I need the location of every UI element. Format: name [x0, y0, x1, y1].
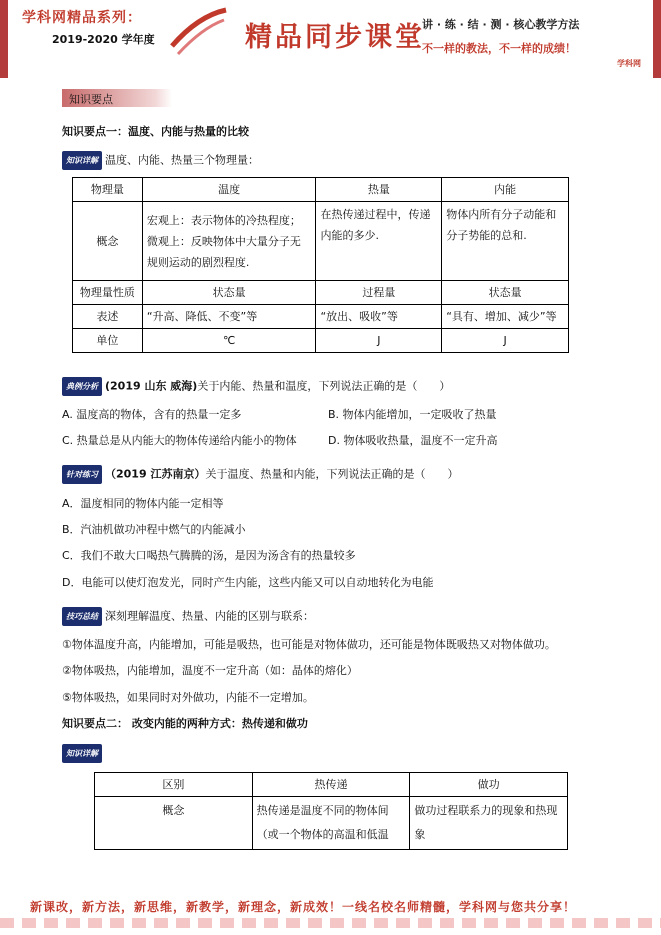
- table-cell: “放出、吸收”等: [316, 305, 442, 329]
- example-source: (2019 山东 威海): [105, 379, 198, 393]
- practice-option-a: A．温度相同的物体内能一定相等: [62, 497, 224, 510]
- table-header: 做功: [410, 773, 568, 797]
- table-cell: 热传递是温度不同的物体间（或一个物体的高温和低温: [252, 797, 410, 850]
- table-cell: J: [442, 329, 569, 353]
- table-cell: “升高、降低、不变”等: [142, 305, 316, 329]
- swoosh-decoration-icon: [168, 6, 228, 58]
- section-tag: [62, 89, 172, 107]
- table-cell: 物体内所有分子动能和分子势能的总和.: [442, 202, 569, 281]
- table-cell: 状态量: [142, 281, 316, 305]
- tips-intro: 深刻理解温度、热量、内能的区别与联系：: [105, 609, 314, 623]
- point1-heading: 知识要点一：温度、内能与热量的比较: [62, 125, 249, 138]
- table-cell: J: [316, 329, 442, 353]
- site-logo: 学科网: [617, 59, 641, 68]
- tips-item-2: ②物体吸热，内能增加，温度不一定升高（如：晶体的熔化）: [62, 664, 358, 677]
- table-cell: 单位: [73, 329, 143, 353]
- point2-badge-line: [62, 744, 105, 763]
- tips-intro-line: [62, 607, 314, 626]
- point1-badge: 知识详解: [62, 151, 102, 170]
- comparison-table: [72, 177, 569, 353]
- practice-badge: 针对练习: [62, 465, 102, 484]
- table-cell: 状态量: [442, 281, 569, 305]
- example-option-a: A. 温度高的物体，含有的热量一定多: [62, 408, 242, 421]
- table-header: 区别: [95, 773, 253, 797]
- table-header: 物理量: [73, 178, 143, 202]
- example-option-b: B. 物体内能增加，一定吸收了热量: [328, 408, 497, 421]
- table-cell: 概念: [73, 202, 143, 281]
- example-option-d: D. 物体吸收热量，温度不一定升高: [328, 434, 498, 447]
- point1-intro-line: [62, 151, 259, 170]
- header-slogan-methods: 讲 · 练 · 结 · 测 · 核心教学方法: [422, 18, 580, 31]
- table-cell: ℃: [142, 329, 316, 353]
- table-cell: 概念: [95, 797, 253, 850]
- tips-badge: 技巧总结: [62, 607, 102, 626]
- example-option-c: C. 热量总是从内能大的物体传递给内能小的物体: [62, 434, 297, 447]
- table-header: 内能: [442, 178, 569, 202]
- practice-question-line: [62, 465, 458, 484]
- table-cell: “具有、增加、减少”等: [442, 305, 569, 329]
- header-left-bar: [0, 0, 8, 78]
- footer-stripe: [0, 918, 661, 928]
- table-cell: 宏观上：表示物体的冷热程度；微观上：反映物体中大量分子无规则运动的剧烈程度.: [142, 202, 316, 281]
- header-title: 精品同步课堂: [245, 22, 425, 53]
- practice-option-d: D．电能可以使灯泡发光，同时产生内能，这些内能又可以自动地转化为电能: [62, 576, 434, 589]
- tips-item-3: ⑤物体吸热，如果同时对外做功，内能不一定增加。: [62, 691, 314, 704]
- example-question: 关于内能、热量和温度，下列说法正确的是（ ）: [197, 379, 451, 393]
- table-cell: 物理量性质: [73, 281, 143, 305]
- table-row: [95, 797, 568, 850]
- header-series: 学科网精品系列：: [22, 10, 142, 26]
- table-row: [73, 178, 569, 202]
- practice-source: （2019 江苏南京）: [105, 467, 206, 481]
- table-row: [73, 329, 569, 353]
- table-row: [73, 281, 569, 305]
- table-cell: 做功过程联系力的现象和热现象: [410, 797, 568, 850]
- practice-option-c: C．我们不敢大口喝热气腾腾的汤，是因为汤含有的热量较多: [62, 549, 356, 562]
- methods-table: [94, 772, 568, 850]
- point1-intro: 温度、内能、热量三个物理量：: [105, 153, 259, 167]
- practice-question: 关于温度、热量和内能，下列说法正确的是（ ）: [205, 467, 459, 481]
- table-cell: 在热传递过程中，传递内能的多少.: [316, 202, 442, 281]
- section-tag-label: 知识要点: [69, 93, 113, 106]
- tips-item-1: ①物体温度升高，内能增加，可能是吸热，也可能是对物体做功，还可能是物体既吸热又对物体做功。: [62, 638, 556, 651]
- header-slogan-results: 不一样的教法，不一样的成绩！: [422, 42, 576, 55]
- table-row: [95, 773, 568, 797]
- table-cell: 过程量: [316, 281, 442, 305]
- point2-heading: 知识要点二： 改变内能的两种方式：热传递和做功: [62, 717, 308, 730]
- practice-option-b: B．汽油机做功冲程中燃气的内能减小: [62, 523, 246, 536]
- table-cell: 表述: [73, 305, 143, 329]
- table-header: 热量: [316, 178, 442, 202]
- footer-slogan: 新课改，新方法，新思维，新教学，新理念，新成效！一线名校名师精髓，学科网与您共分享！: [30, 900, 577, 914]
- table-header: 热传递: [252, 773, 410, 797]
- header-year: 2019-2020 学年度: [52, 33, 155, 46]
- point2-badge: 知识详解: [62, 744, 102, 763]
- example-badge: 典例分析: [62, 377, 102, 396]
- header-right-bar: [653, 0, 661, 78]
- table-row: [73, 202, 569, 281]
- example-question-line: [62, 377, 450, 396]
- table-row: [73, 305, 569, 329]
- table-header: 温度: [142, 178, 316, 202]
